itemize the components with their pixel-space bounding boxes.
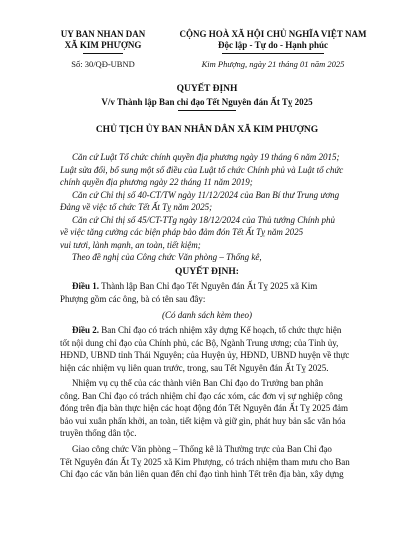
standing-office-line1: Giao công chức Văn phòng – Thống kê là Thường trực của Ban Chỉ đạo: [72, 444, 332, 454]
document-subject: V/v Thành lập Ban chỉ đạo Tết Nguyên đán Ất Tỵ 2025: [101, 97, 313, 107]
legal-basis-1-line: Căn cứ Luật Tổ chức chính quyền địa phương ngày 19 tháng 6 năm 2015;: [72, 152, 340, 162]
legal-basis-4-line3: vui tươi, lành mạnh, an toàn, tiết kiệm;: [60, 239, 201, 250]
member-duties-line1: Nhiệm vụ cụ thể của các thành viên Ban Chỉ đạo do Trưởng ban phân: [72, 378, 324, 388]
proposal-basis: Theo đề nghị của Công chức Văn phòng – Thống kê,: [72, 252, 262, 262]
standing-office-paragraph: [60, 443, 366, 481]
member-duties-line4: bảo vui xuân phấn khởi, an toàn, tiết kiệm và giữ gìn, phát huy bản sắc văn hóa: [60, 415, 346, 426]
national-motto-line1: CỘNG HOÀ XÃ HỘI CHỦ NGHĨA VIỆT NAM: [179, 29, 367, 39]
legal-basis-3-line1: Căn cứ Chỉ thị số 40-CT/TW ngày 11/12/2024 của Ban Bí thư Trung ương: [72, 189, 340, 200]
document-number: Số: 30/QĐ-UBND: [71, 59, 135, 69]
place-and-date: Kim Phượng, ngày 21 tháng 01 năm 2025: [201, 59, 345, 69]
article-2-label: Điều 2.: [72, 325, 99, 335]
article-1: [60, 280, 366, 305]
legal-basis-2-line2: chính quyền địa phương ngày 22 tháng 11 năm 2019;: [60, 177, 253, 187]
article-2-line4: hiện các nhiệm vụ liên quan trước, trong, sau Tết Nguyên đán Ất Tỵ 2025.: [60, 362, 329, 373]
agency-name-line1: UY BAN NHAN DAN: [60, 29, 146, 39]
standing-office-line2: Tết Nguyên đán Ất Tỵ 2025 xã Kim Phượng, có trách nhiệm tham mưu cho Ban: [60, 456, 350, 467]
article-1-line1: Thành lập Ban Chỉ đạo Tết Nguyên đán Ất Tỵ 2025 xã Kim: [99, 281, 318, 291]
article-1-line2: Phượng gồm các ông, bà có tên sau đây:: [60, 293, 206, 304]
article-2-line2: tốt nội dung chỉ đạo của Chính phủ, các Bộ, Ngành Trung ương; của Tỉnh ủy,: [60, 337, 339, 348]
standing-office-line3: Chỉ đạo các văn bản liên quan đến chỉ đạo tình hình Tết trên địa bàn, xây dựng: [60, 469, 344, 479]
article-1-label: Điều 1.: [72, 281, 99, 291]
subject-underline: [178, 110, 236, 111]
member-duties-line3: đóng trên địa bàn thực hiện các hoạt động đón Tết Nguyên đán Ất Tỵ 2025 đảm: [60, 403, 348, 413]
agency-underline: [83, 53, 123, 54]
article-2: [60, 324, 366, 374]
attachment-note: (Có danh sách kèm theo): [162, 310, 252, 320]
national-motto-line2: Độc lập - Tự do - Hạnh phúc: [217, 40, 328, 50]
legal-basis-3-line2: Đảng về việc tổ chức Tết Ất Tỵ năm 2025;: [60, 202, 213, 212]
member-duties-line5: truyền thống dân tộc.: [60, 428, 137, 438]
decides-heading: QUYẾT ĐỊNH:: [175, 267, 239, 277]
member-duties-line2: công. Ban Chỉ đạo có trách nhiệm chỉ đạo các xóm, các đơn vị sự nghiệp công: [60, 390, 343, 401]
legal-basis-4-line2: về việc tăng cường các biện pháp bảo đảm đón Tết Ất Tỵ năm 2025: [60, 227, 304, 237]
issuing-authority: CHỦ TỊCH ỦY BAN NHÂN DÂN XÃ KIM PHƯỢNG: [95, 125, 319, 135]
article-2-line1: Ban Chỉ đạo có trách nhiệm xây dựng Kế hoạch, tổ chức thực hiện: [99, 325, 342, 335]
agency-name-line2: XÃ KIM PHƯỢNG: [64, 40, 142, 50]
motto-underline: [222, 53, 324, 54]
document-type-heading: QUYẾT ĐỊNH: [176, 84, 238, 94]
legal-basis-4-line1: Căn cứ Chỉ thị số 45/CT-TTg ngày 18/12/2024 của Thủ tướng Chính phủ: [72, 214, 335, 225]
legal-basis-2-line1: Luật sửa đổi, bổ sung một số điều của Luật tổ chức Chính phủ và Luật tổ chức: [60, 164, 344, 175]
legal-basis-1: [60, 151, 366, 264]
member-duties-paragraph: [60, 377, 366, 440]
article-2-line3: HĐND, UBND tỉnh Thái Nguyên; của Huyện ủy, HĐND, UBND huyện về thực: [60, 350, 350, 360]
